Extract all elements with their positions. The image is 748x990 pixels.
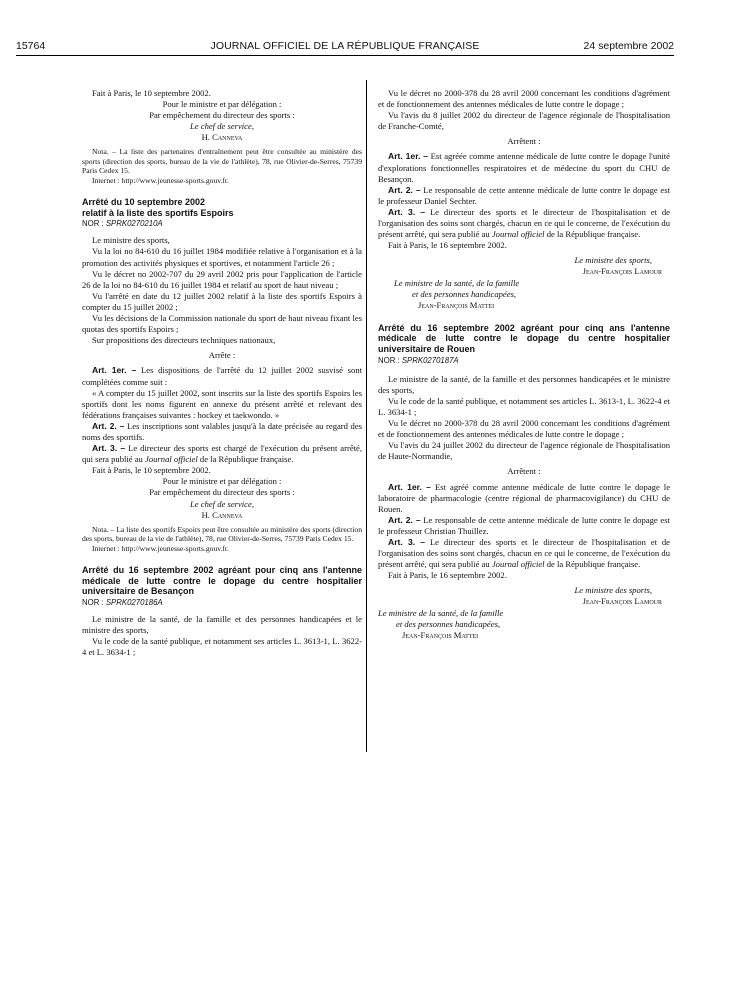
- quoted-text: « A compter du 15 juillet 2002, sont inscrits sur la liste des sportifs Espoirs les sportifs dont les noms figurent en annexe du présent arrêté et relevant des fédérations françaises suivantes : hockey et taekwondo. »: [82, 387, 362, 420]
- article: [82, 365, 362, 387]
- article-label: Art. 1er. –: [92, 365, 137, 376]
- signature-name: Jean-François Lamour: [582, 266, 662, 277]
- paragraph: Sur propositions des directeurs techniques nationaux,: [92, 335, 276, 346]
- article: [378, 482, 670, 515]
- header-rule: [16, 55, 674, 56]
- article: [378, 151, 670, 184]
- paragraph: Vu le décret no 2000-378 du 28 avril 2000 concernant les conditions d'agrément et de fonctionnement des antennes médicales de lutte contre le dopage ;: [378, 88, 670, 110]
- decree-title: relatif à la liste des sportifs Espoirs: [82, 207, 234, 218]
- signature-role: Le ministre de la santé, de la famille: [394, 277, 520, 288]
- signature-role: Le ministre des sports,: [574, 585, 652, 596]
- decree-title: Arrêté du 10 septembre 2002: [82, 197, 206, 208]
- nor-reference: [82, 218, 362, 229]
- nor-label: NOR :: [378, 355, 400, 365]
- article-label: Art. 3. –: [388, 536, 426, 547]
- arretent-heading: Arrêtent :: [507, 136, 541, 147]
- nor-label: NOR :: [82, 219, 104, 229]
- article-text: de la République française.: [199, 454, 294, 465]
- nor-code: SPRK0270186A: [105, 597, 163, 607]
- article-text: Le directeur des sports et le directeur de l'hospitalisation et de l'organisation des soins sont chargés, chacun en ce qui le concerne, de l'exécution du présent arrêté, qui sera publié au: [378, 206, 670, 240]
- signature-line: Par empêchement du directeur des sports :: [149, 110, 295, 121]
- signature-line: Pour le ministre et par délégation :: [162, 476, 282, 487]
- nota: Nota. – La liste des partenaires d'entraînement peut être consultée au ministère des sports (direction des sports, bureau de la vie de l'athlète), 78, rue Olivier-de-Serres, 75739 Paris Cedex 15.: [82, 147, 362, 176]
- arrete-heading: Arrête :: [208, 350, 236, 361]
- paragraph: Vu le code de la santé publique, et notamment ses articles L. 3613-1, L. 3622-4 et L. 3634-1 ;: [378, 395, 670, 417]
- paragraph: Le ministre des sports,: [92, 235, 170, 246]
- article-label: Art. 2. –: [388, 514, 421, 525]
- signature-name: H. Canneva: [201, 509, 243, 520]
- paragraph: Vu le code de la santé publique, et notamment ses articles L. 3613-1, L. 3622-4 et L. 3634-1 ;: [82, 636, 362, 658]
- article-text: Est agréé comme antenne médicale de lutte contre le dopage le laboratoire de pharmacologie (centre régional de pharmacovigilance) du CHU de Rouen.: [378, 481, 671, 514]
- signature-role: Le chef de service,: [190, 121, 254, 132]
- article-label: Art. 1er. –: [388, 481, 431, 492]
- article-text: Le directeur des sports est chargé de l'exécution du présent arrêté, qui sera publié au: [82, 443, 362, 465]
- page-number: 15764: [16, 40, 46, 52]
- article-text: de la République française.: [546, 229, 641, 240]
- decree-title: Arrêté du 16 septembre 2002 agréant pour cinq ans l'antenne médicale de lutte contre le dopage du centre hospitalier universitaire de Besançon: [82, 564, 362, 597]
- decree-title: Arrêté du 16 septembre 2002 agréant pour cinq ans l'antenne médicale de lutte contre le dopage du centre hospitalier universitaire de Rouen: [378, 322, 670, 354]
- right-column: [378, 88, 670, 641]
- nota: Nota. – La liste des sportifs Espoirs peut être consultée au ministère des sports (direction des sports, bureau de la vie de l'athlète), 78, rue Olivier-de-Serres, 75739 Paris Cedex 15.: [82, 524, 362, 544]
- nor-label: NOR :: [82, 597, 104, 607]
- journal-reference: Journal officiel: [145, 454, 198, 465]
- signature-name: Jean-François Mattei: [402, 629, 479, 640]
- internet-link[interactable]: Internet : http://www.jeunesse-sports.gouv.fr.: [92, 175, 229, 185]
- signature-role: Le chef de service,: [190, 498, 254, 509]
- article-label: Art. 3. –: [92, 443, 126, 454]
- article-text: Le directeur des sports et le directeur de l'hospitalisation et de l'organisation des soins sont chargés, chacun en ce qui le concerne, de l'exécution du présent arrêté, qui sera publié au: [378, 536, 670, 570]
- journal-title: JOURNAL OFFICIEL DE LA RÉPUBLIQUE FRANÇAISE: [210, 40, 480, 52]
- internet-link[interactable]: Internet : http://www.jeunesse-sports.gouv.fr.: [92, 543, 229, 553]
- article: [378, 207, 670, 240]
- article-label: Art. 2. –: [92, 420, 125, 431]
- signature-line: Par empêchement du directeur des sports :: [149, 487, 295, 498]
- nor-code: SPRK0270210A: [105, 219, 163, 229]
- article: [82, 421, 362, 443]
- paragraph: Le ministre de la santé, de la famille et des personnes handicapées et le ministre des sports,: [378, 373, 670, 395]
- left-column: [82, 88, 362, 658]
- signature-name: Jean-François Lamour: [582, 596, 662, 607]
- issue-date: 24 septembre 2002: [583, 40, 674, 52]
- nor-reference: [82, 597, 362, 608]
- column-divider: [366, 80, 367, 752]
- paragraph: Vu le décret no 2002-707 du 29 avril 2002 pris pour l'application de l'article 26 de la loi no 84-610 du 16 juillet 1984 et relatif au sport de haut niveau ;: [82, 268, 362, 290]
- signature-role: et des personnes handicapées,: [396, 618, 501, 629]
- fait-line: Fait à Paris, le 10 septembre 2002.: [92, 88, 211, 98]
- signature-role: et des personnes handicapées,: [412, 288, 517, 299]
- signature-line: Pour le ministre et par délégation :: [162, 99, 282, 110]
- article: [378, 185, 670, 207]
- article: [378, 537, 670, 570]
- paragraph: Vu l'avis du 24 juillet 2002 du directeur de l'agence régionale de l'hospitalisation de Haute-Normandie,: [378, 440, 670, 462]
- fait-line: Fait à Paris, le 16 septembre 2002.: [388, 240, 507, 251]
- paragraph: Vu les décisions de la Commission nationale du sport de haut niveau fixant les quotas des sportifs Espoirs ;: [82, 313, 362, 335]
- article-text: Le responsable de cette antenne médicale de lutte contre le dopage est le professeur Christian Thuillez.: [378, 514, 670, 536]
- article-text: Les inscriptions sont valables jusqu'à la date précisée au regard des noms des sportifs.: [82, 420, 363, 442]
- paragraph: Vu la loi no 84-610 du 16 juillet 1984 modifiée relative à l'organisation et à la promotion des activités physiques et sportives, et notamment l'article 26 ;: [82, 246, 362, 268]
- signature-role: Le ministre des sports,: [574, 255, 652, 266]
- article-text: Les dispositions de l'arrêté du 12 juillet 2002 susvisé sont complétées comme suit :: [82, 365, 363, 387]
- article-label: Art. 2. –: [388, 184, 421, 195]
- journal-reference: Journal officiel: [491, 229, 545, 240]
- signature-name: H. Canneva: [201, 132, 243, 143]
- article: [82, 443, 362, 465]
- article-text: Le responsable de cette antenne médicale de lutte contre le dopage est le professeur Daniel Sechter.: [378, 184, 670, 206]
- journal-reference: Journal officiel: [491, 559, 545, 570]
- nor-reference: [378, 355, 670, 366]
- paragraph: Vu l'arrêté en date du 12 juillet 2002 relatif à la liste des sportifs Espoirs à compter du 15 juillet 2002 ;: [82, 290, 362, 312]
- paragraph: Vu l'avis du 8 juillet 2002 du directeur de l'agence régionale de l'hospitalisation de Franche-Comté,: [378, 110, 670, 132]
- signature-name: Jean-François Mattei: [418, 299, 495, 310]
- signature-role: Le ministre de la santé, de la famille: [378, 607, 504, 618]
- paragraph: Le ministre de la santé, de la famille et des personnes handicapées et le ministre des sports,: [82, 613, 362, 635]
- article-text: Est agréée comme antenne médicale de lutte contre le dopage l'unité d'explorations fonctionnelles respiratoires et de médecine du sport du CHU de Besançon.: [378, 151, 670, 184]
- article-label: Art. 1er. –: [388, 151, 429, 162]
- article: [378, 515, 670, 537]
- nor-code: SPRK0270187A: [401, 355, 459, 365]
- article-text: de la République française.: [546, 559, 641, 570]
- article-label: Art. 3. –: [388, 206, 426, 217]
- fait-line: Fait à Paris, le 16 septembre 2002.: [388, 570, 507, 581]
- arretent-heading: Arrêtent :: [507, 466, 541, 477]
- paragraph: Vu le décret no 2000-378 du 28 avril 2000 concernant les conditions d'agrément et de fonctionnement des antennes médicales de lutte contre le dopage ;: [378, 418, 670, 440]
- page-header: [16, 40, 674, 54]
- fait-line: Fait à Paris, le 10 septembre 2002.: [92, 465, 211, 476]
